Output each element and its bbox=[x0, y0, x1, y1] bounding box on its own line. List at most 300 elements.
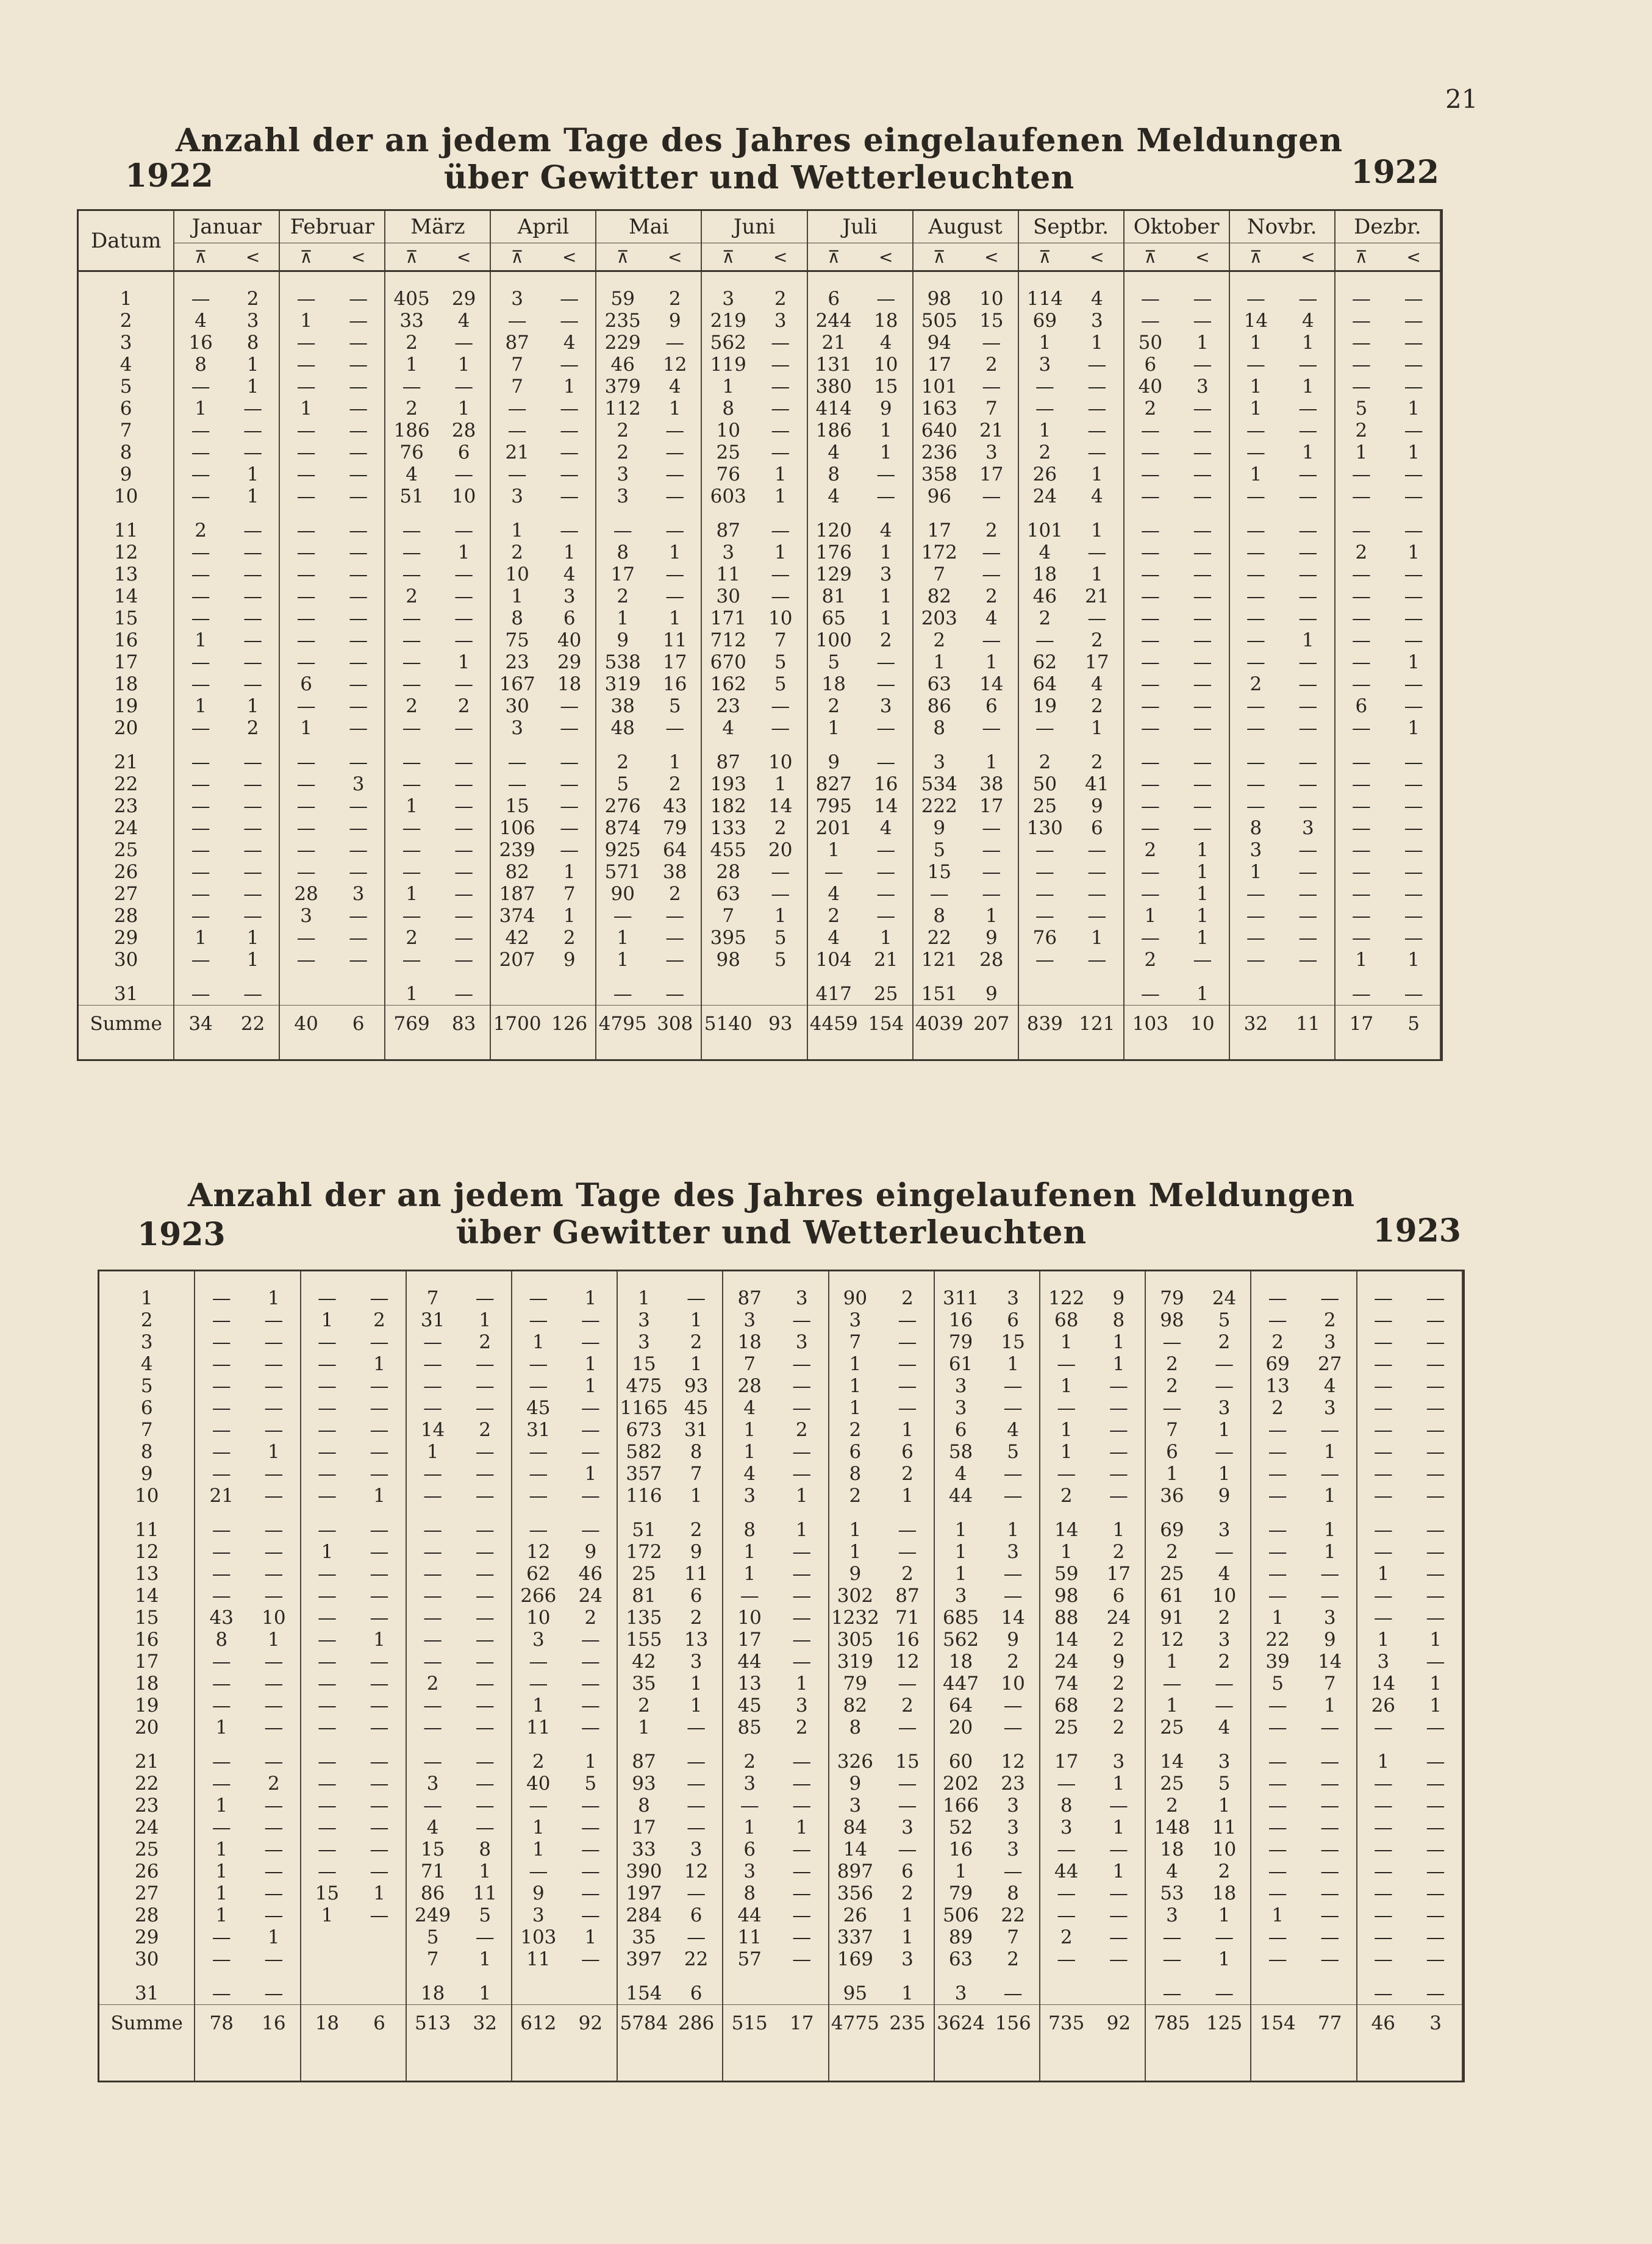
count-cell: 7 bbox=[722, 905, 735, 927]
count-cell: 1 bbox=[638, 1287, 650, 1309]
count-cell: — bbox=[438, 751, 491, 773]
count-cell: 6 bbox=[987, 1309, 1040, 1331]
count-cell: 43 bbox=[649, 795, 702, 817]
count-cell: 9 bbox=[933, 817, 946, 839]
count-cell: — bbox=[1246, 485, 1265, 507]
count-cell: — bbox=[353, 1541, 406, 1563]
count-cell: — bbox=[423, 1629, 443, 1651]
count-cell: — bbox=[1304, 1419, 1357, 1441]
count-cell: — bbox=[1351, 751, 1371, 773]
count-cell: — bbox=[212, 1375, 231, 1397]
count-cell: 89 bbox=[948, 1926, 973, 1948]
count-cell: 7 bbox=[670, 1463, 723, 1485]
count-cell: — bbox=[296, 332, 316, 354]
spacer-cell bbox=[512, 1738, 565, 1751]
count-cell: 2 bbox=[1271, 1397, 1284, 1419]
count-cell: 3 bbox=[776, 1695, 829, 1717]
count-cell: 25 bbox=[1160, 1563, 1184, 1585]
count-cell: 4 bbox=[743, 1397, 756, 1419]
count-cell: 2 bbox=[754, 817, 807, 839]
date-cell: 22 bbox=[79, 773, 174, 795]
date-cell: 30 bbox=[99, 1948, 195, 1970]
count-cell: 24 bbox=[565, 1585, 618, 1607]
spacer-cell bbox=[99, 1271, 195, 1287]
count-cell: 3 bbox=[638, 1331, 650, 1353]
count-cell: 162 bbox=[710, 673, 746, 695]
count-cell: 3 bbox=[954, 1982, 967, 2004]
date-cell: 28 bbox=[79, 905, 174, 927]
count-cell: — bbox=[332, 927, 385, 949]
sum-cell: 207 bbox=[965, 1006, 1018, 1043]
count-cell: — bbox=[459, 1773, 512, 1795]
count-cell: 1 bbox=[776, 1519, 829, 1541]
count-cell: 79 bbox=[649, 817, 702, 839]
spacer-cell bbox=[385, 271, 438, 288]
count-cell: 104 bbox=[815, 949, 852, 971]
count-cell: — bbox=[670, 1717, 723, 1738]
date-cell: 15 bbox=[79, 607, 174, 629]
count-cell: — bbox=[1057, 1353, 1076, 1375]
count-cell: 3 bbox=[1198, 1519, 1251, 1541]
count-cell: 4 bbox=[195, 310, 207, 332]
spacer-cell bbox=[723, 1970, 776, 1982]
title-line-2: über Gewitter und Wetterleuchten bbox=[443, 159, 1075, 196]
count-cell: — bbox=[649, 983, 702, 1006]
count-cell: 14 bbox=[860, 795, 913, 817]
count-cell: 17 bbox=[1054, 1751, 1079, 1773]
count-cell: 897 bbox=[837, 1860, 873, 1882]
count-cell: 356 bbox=[837, 1882, 873, 1904]
count-cell: 455 bbox=[710, 839, 746, 861]
spacer-cell bbox=[1357, 1970, 1410, 1982]
count-cell: 2 bbox=[849, 1419, 862, 1441]
date-cell: 2 bbox=[99, 1309, 195, 1331]
table-row bbox=[99, 1904, 1462, 1926]
count-cell: 1 bbox=[300, 717, 312, 739]
count-cell: — bbox=[1198, 1673, 1251, 1695]
count-cell: 42 bbox=[505, 927, 529, 949]
count-cell: — bbox=[423, 1585, 443, 1607]
count-cell: 6 bbox=[670, 1904, 723, 1926]
table-row bbox=[99, 1485, 1462, 1507]
count-cell: — bbox=[438, 773, 491, 795]
count-cell: — bbox=[543, 463, 596, 485]
spacer-cell bbox=[1093, 1271, 1146, 1287]
count-cell: — bbox=[1373, 1717, 1393, 1738]
count-cell: — bbox=[248, 1541, 301, 1563]
count-cell: — bbox=[459, 1287, 512, 1309]
count-cell: — bbox=[212, 1982, 231, 2004]
count-cell: 3 bbox=[1304, 1331, 1357, 1353]
count-cell: — bbox=[529, 1673, 548, 1695]
count-cell: — bbox=[191, 585, 210, 607]
count-cell: — bbox=[1246, 607, 1265, 629]
count-cell: 1 bbox=[406, 983, 418, 1005]
count-cell: — bbox=[860, 717, 913, 739]
date-cell: 7 bbox=[79, 420, 174, 441]
thunderstorm-symbol-icon: ⊼ bbox=[490, 243, 543, 271]
count-cell: — bbox=[1140, 420, 1160, 441]
count-cell: 827 bbox=[815, 773, 852, 795]
count-cell: 1 bbox=[406, 354, 418, 376]
count-cell: — bbox=[296, 288, 316, 310]
count-cell: — bbox=[1387, 883, 1440, 905]
count-cell: — bbox=[402, 376, 421, 398]
spacer-cell bbox=[543, 271, 596, 288]
count-cell: 1 bbox=[1198, 1795, 1251, 1817]
spacer-cell bbox=[459, 2042, 512, 2081]
count-cell: — bbox=[248, 1651, 301, 1673]
spacer-cell bbox=[670, 1738, 723, 1751]
count-cell: 9 bbox=[532, 1882, 545, 1904]
count-cell: 4 bbox=[1039, 541, 1051, 563]
count-cell: 1 bbox=[1198, 1948, 1251, 1970]
count-cell: — bbox=[212, 1463, 231, 1485]
table-row bbox=[99, 1817, 1462, 1838]
lightning-symbol-icon: < bbox=[1176, 243, 1229, 271]
count-cell: 3 bbox=[617, 463, 629, 485]
count-cell: — bbox=[860, 751, 913, 773]
count-cell: 8 bbox=[933, 717, 946, 739]
count-cell: — bbox=[776, 1838, 829, 1860]
spacer-cell bbox=[1198, 1970, 1251, 1982]
count-cell: — bbox=[1373, 1904, 1393, 1926]
count-cell: — bbox=[1409, 1607, 1462, 1629]
count-cell: — bbox=[776, 1948, 829, 1970]
count-cell: — bbox=[317, 1673, 337, 1695]
count-cell: 2 bbox=[406, 332, 418, 354]
count-cell: 2 bbox=[1071, 695, 1124, 717]
count-cell: — bbox=[860, 861, 913, 883]
count-cell: 1 bbox=[954, 1541, 967, 1563]
count-cell: — bbox=[1176, 773, 1229, 795]
count-cell: 18 bbox=[737, 1331, 762, 1353]
count-cell: 3 bbox=[933, 751, 946, 773]
count-cell: — bbox=[670, 1773, 723, 1795]
count-cell: — bbox=[543, 398, 596, 420]
count-cell: — bbox=[1351, 839, 1371, 861]
count-cell: 3 bbox=[227, 310, 280, 332]
count-cell: — bbox=[1387, 839, 1440, 861]
count-cell: — bbox=[353, 1441, 406, 1463]
table-row bbox=[79, 463, 1440, 485]
count-cell: — bbox=[227, 751, 280, 773]
count-cell: — bbox=[1057, 1948, 1076, 1970]
count-cell: — bbox=[776, 1607, 829, 1629]
count-cell: 8 bbox=[459, 1838, 512, 1860]
count-cell: — bbox=[227, 441, 280, 463]
count-cell: — bbox=[754, 420, 807, 441]
spacer-cell bbox=[1071, 739, 1124, 751]
count-cell: 10 bbox=[716, 420, 740, 441]
count-cell: — bbox=[1140, 607, 1160, 629]
sum-cell: 22 bbox=[227, 1006, 280, 1043]
count-cell: 6 bbox=[743, 1838, 756, 1860]
count-cell: — bbox=[1282, 607, 1335, 629]
spacer-cell bbox=[1357, 1507, 1410, 1519]
count-cell: — bbox=[248, 1904, 301, 1926]
count-cell: — bbox=[1282, 773, 1335, 795]
sum-cell: 515 bbox=[723, 2005, 776, 2042]
count-cell: 119 bbox=[710, 354, 746, 376]
spacer-cell bbox=[723, 2042, 776, 2081]
count-cell: 68 bbox=[1054, 1309, 1079, 1331]
count-cell: 1 bbox=[649, 751, 702, 773]
sum-row bbox=[99, 2005, 1462, 2042]
count-cell: — bbox=[353, 1773, 406, 1795]
month-header: April bbox=[490, 211, 596, 243]
spacer-cell bbox=[829, 1738, 882, 1751]
count-cell: — bbox=[212, 1441, 231, 1463]
count-cell: 6 bbox=[1355, 695, 1368, 717]
count-cell: 4 bbox=[828, 441, 840, 463]
count-cell: 2 bbox=[1060, 1926, 1073, 1948]
count-cell: 18 bbox=[1160, 1838, 1184, 1860]
count-cell: 3 bbox=[743, 1773, 756, 1795]
count-cell: 1 bbox=[1166, 1651, 1178, 1673]
count-cell: 76 bbox=[716, 463, 740, 485]
count-cell: 2 bbox=[227, 288, 280, 310]
count-cell: 22 bbox=[987, 1904, 1040, 1926]
count-cell: 1 bbox=[649, 541, 702, 563]
count-cell: 3 bbox=[1093, 1751, 1146, 1773]
spacer-cell bbox=[881, 1738, 934, 1751]
count-cell: 98 bbox=[716, 949, 740, 971]
count-cell: — bbox=[1409, 1773, 1462, 1795]
table-row bbox=[79, 695, 1440, 717]
count-cell: — bbox=[529, 1860, 548, 1882]
count-cell: — bbox=[212, 1397, 231, 1419]
count-cell: 1 bbox=[1271, 1607, 1284, 1629]
count-cell: 3 bbox=[511, 485, 524, 507]
count-cell: — bbox=[1140, 441, 1160, 463]
count-cell: — bbox=[670, 1751, 723, 1773]
count-cell: 10 bbox=[737, 1607, 762, 1629]
count-cell: 1 bbox=[849, 1541, 862, 1563]
count-cell: — bbox=[1198, 1353, 1251, 1375]
count-cell: — bbox=[1373, 1817, 1393, 1838]
count-cell: 17 bbox=[632, 1817, 656, 1838]
count-cell: — bbox=[881, 1519, 934, 1541]
count-cell: 6 bbox=[300, 673, 312, 695]
count-cell: — bbox=[248, 1485, 301, 1507]
count-cell: 2 bbox=[1093, 1695, 1146, 1717]
spacer-cell bbox=[1409, 1507, 1462, 1519]
count-cell: — bbox=[227, 883, 280, 905]
count-cell: — bbox=[1373, 1948, 1393, 1970]
count-cell: — bbox=[776, 1375, 829, 1397]
count-cell: 1 bbox=[1093, 1353, 1146, 1375]
count-cell: — bbox=[754, 861, 807, 883]
count-cell: — bbox=[296, 420, 316, 441]
count-cell: 7 bbox=[754, 629, 807, 651]
spacer-cell bbox=[754, 507, 807, 520]
count-cell: 1 bbox=[227, 485, 280, 507]
count-cell: — bbox=[1198, 1926, 1251, 1948]
sum-cell: 769 bbox=[385, 1006, 438, 1043]
count-cell: — bbox=[881, 1673, 934, 1695]
thunderstorm-symbol-icon: ⊼ bbox=[174, 243, 227, 271]
count-cell: 3 bbox=[1060, 1817, 1073, 1838]
count-cell: — bbox=[860, 288, 913, 310]
count-cell: — bbox=[191, 717, 210, 739]
count-cell: — bbox=[1351, 332, 1371, 354]
count-cell: — bbox=[860, 883, 913, 905]
count-cell: 1 bbox=[1093, 1860, 1146, 1882]
count-cell: 2 bbox=[459, 1331, 512, 1353]
count-cell: 5 bbox=[828, 651, 840, 673]
date-cell: 12 bbox=[99, 1541, 195, 1563]
count-cell: — bbox=[649, 717, 702, 739]
spacer-cell bbox=[1145, 2042, 1198, 2081]
count-cell: 2 bbox=[965, 585, 1018, 607]
count-cell: — bbox=[1387, 332, 1440, 354]
count-cell: 1 bbox=[881, 1485, 934, 1507]
count-cell: — bbox=[529, 1485, 548, 1507]
count-cell: 28 bbox=[716, 861, 740, 883]
count-cell: 35 bbox=[632, 1926, 656, 1948]
table-row bbox=[99, 1773, 1462, 1795]
count-cell: 379 bbox=[604, 376, 641, 398]
spacer-cell bbox=[934, 2042, 987, 2081]
count-cell: — bbox=[191, 485, 210, 507]
spacer-cell bbox=[881, 2042, 934, 2081]
count-cell: 5 bbox=[754, 651, 807, 673]
count-cell: — bbox=[1268, 1519, 1287, 1541]
count-cell: 2 bbox=[353, 1309, 406, 1331]
count-cell: 2 bbox=[1166, 1795, 1178, 1817]
count-cell: 79 bbox=[1160, 1287, 1184, 1309]
spacer-cell bbox=[1251, 1271, 1304, 1287]
count-cell: — bbox=[248, 1982, 301, 2005]
count-cell: 2 bbox=[881, 1695, 934, 1717]
spacer-cell bbox=[1387, 1042, 1440, 1059]
count-cell: — bbox=[296, 773, 316, 795]
date-cell: 19 bbox=[99, 1695, 195, 1717]
count-cell: 10 bbox=[987, 1673, 1040, 1695]
spacer-cell bbox=[701, 1042, 754, 1059]
count-cell: — bbox=[1140, 817, 1160, 839]
spacer-cell bbox=[881, 1970, 934, 1982]
count-cell: 18 bbox=[1032, 563, 1057, 585]
count-cell: 4 bbox=[543, 563, 596, 585]
spacer-cell bbox=[596, 507, 649, 520]
count-cell: — bbox=[1071, 541, 1124, 563]
count-cell: — bbox=[1162, 1926, 1182, 1948]
count-cell: 10 bbox=[754, 607, 807, 629]
table-row bbox=[99, 1441, 1462, 1463]
count-cell: 38 bbox=[649, 861, 702, 883]
count-cell: 25 bbox=[716, 441, 740, 463]
count-cell: — bbox=[317, 1463, 337, 1485]
data-table-1922 bbox=[79, 211, 1441, 1059]
spacer-cell bbox=[649, 271, 702, 288]
count-cell: 219 bbox=[710, 310, 746, 332]
sum-cell: 92 bbox=[1093, 2005, 1146, 2042]
count-cell: 1 bbox=[987, 1353, 1040, 1375]
spacer-cell bbox=[1124, 971, 1177, 983]
thunderstorm-symbol-icon: ⊼ bbox=[1018, 243, 1071, 271]
count-cell: — bbox=[965, 563, 1018, 585]
count-cell: 1 bbox=[670, 1485, 723, 1507]
table-row bbox=[99, 1463, 1462, 1485]
spacer-cell bbox=[965, 739, 1018, 751]
count-cell: — bbox=[332, 607, 385, 629]
count-cell: — bbox=[332, 751, 385, 773]
count-cell: 120 bbox=[815, 520, 852, 541]
count-cell: 1 bbox=[1387, 441, 1440, 463]
spacer-cell bbox=[459, 1271, 512, 1287]
count-cell: — bbox=[1246, 354, 1265, 376]
count-cell: — bbox=[423, 1485, 443, 1507]
count-cell: — bbox=[1373, 1463, 1393, 1485]
count-cell: — bbox=[776, 1629, 829, 1651]
spacer-cell bbox=[1145, 1271, 1198, 1287]
date-cell: 8 bbox=[99, 1441, 195, 1463]
count-cell: 1 bbox=[965, 751, 1018, 773]
count-cell: 3 bbox=[849, 1795, 862, 1817]
count-cell: — bbox=[1246, 585, 1265, 607]
count-cell: — bbox=[438, 817, 491, 839]
count-cell: 2 bbox=[881, 1287, 934, 1309]
count-cell: — bbox=[1246, 563, 1265, 585]
count-cell: — bbox=[1373, 1375, 1393, 1397]
count-cell: 155 bbox=[626, 1629, 662, 1651]
spacer-cell bbox=[1040, 1738, 1093, 1751]
count-cell: — bbox=[248, 1353, 301, 1375]
count-cell: 2 bbox=[1271, 1331, 1284, 1353]
count-cell: — bbox=[1351, 520, 1371, 541]
date-cell: 6 bbox=[99, 1397, 195, 1419]
count-cell: 4 bbox=[860, 817, 913, 839]
sum-cell: 32 bbox=[1229, 1006, 1282, 1043]
year-label-right: 1923 bbox=[1373, 1212, 1461, 1249]
count-cell: — bbox=[1162, 1982, 1182, 2004]
spacer-cell bbox=[174, 507, 227, 520]
count-cell: — bbox=[1373, 1419, 1393, 1441]
count-cell: 114 bbox=[1026, 288, 1063, 310]
count-cell: — bbox=[507, 310, 527, 332]
count-cell: 1 bbox=[1304, 1485, 1357, 1507]
count-cell: — bbox=[1246, 695, 1265, 717]
date-cell: 24 bbox=[79, 817, 174, 839]
count-cell: — bbox=[317, 1860, 337, 1882]
count-cell: — bbox=[317, 1563, 337, 1585]
count-cell: — bbox=[317, 1838, 337, 1860]
count-cell: 87 bbox=[632, 1751, 656, 1773]
spacer-cell bbox=[617, 1738, 670, 1751]
count-cell: — bbox=[776, 1882, 829, 1904]
table-row bbox=[79, 717, 1440, 739]
count-cell: — bbox=[565, 1904, 618, 1926]
count-cell: — bbox=[353, 1563, 406, 1585]
count-cell: 41 bbox=[1071, 773, 1124, 795]
count-cell: 1 bbox=[1304, 1541, 1357, 1563]
spacer-cell bbox=[279, 739, 332, 751]
count-cell: 7 bbox=[426, 1948, 439, 1970]
lightning-symbol-icon: < bbox=[965, 243, 1018, 271]
count-cell: 12 bbox=[670, 1860, 723, 1882]
count-cell: 1 bbox=[532, 1331, 545, 1353]
count-cell: — bbox=[1176, 420, 1229, 441]
count-cell: 1 bbox=[828, 717, 840, 739]
count-cell: 1 bbox=[670, 1353, 723, 1375]
count-cell: — bbox=[965, 629, 1018, 651]
count-cell: 2 bbox=[248, 1773, 301, 1795]
count-cell: 1 bbox=[353, 1485, 406, 1507]
count-cell: 11 bbox=[649, 629, 702, 651]
count-cell: 51 bbox=[632, 1519, 656, 1541]
